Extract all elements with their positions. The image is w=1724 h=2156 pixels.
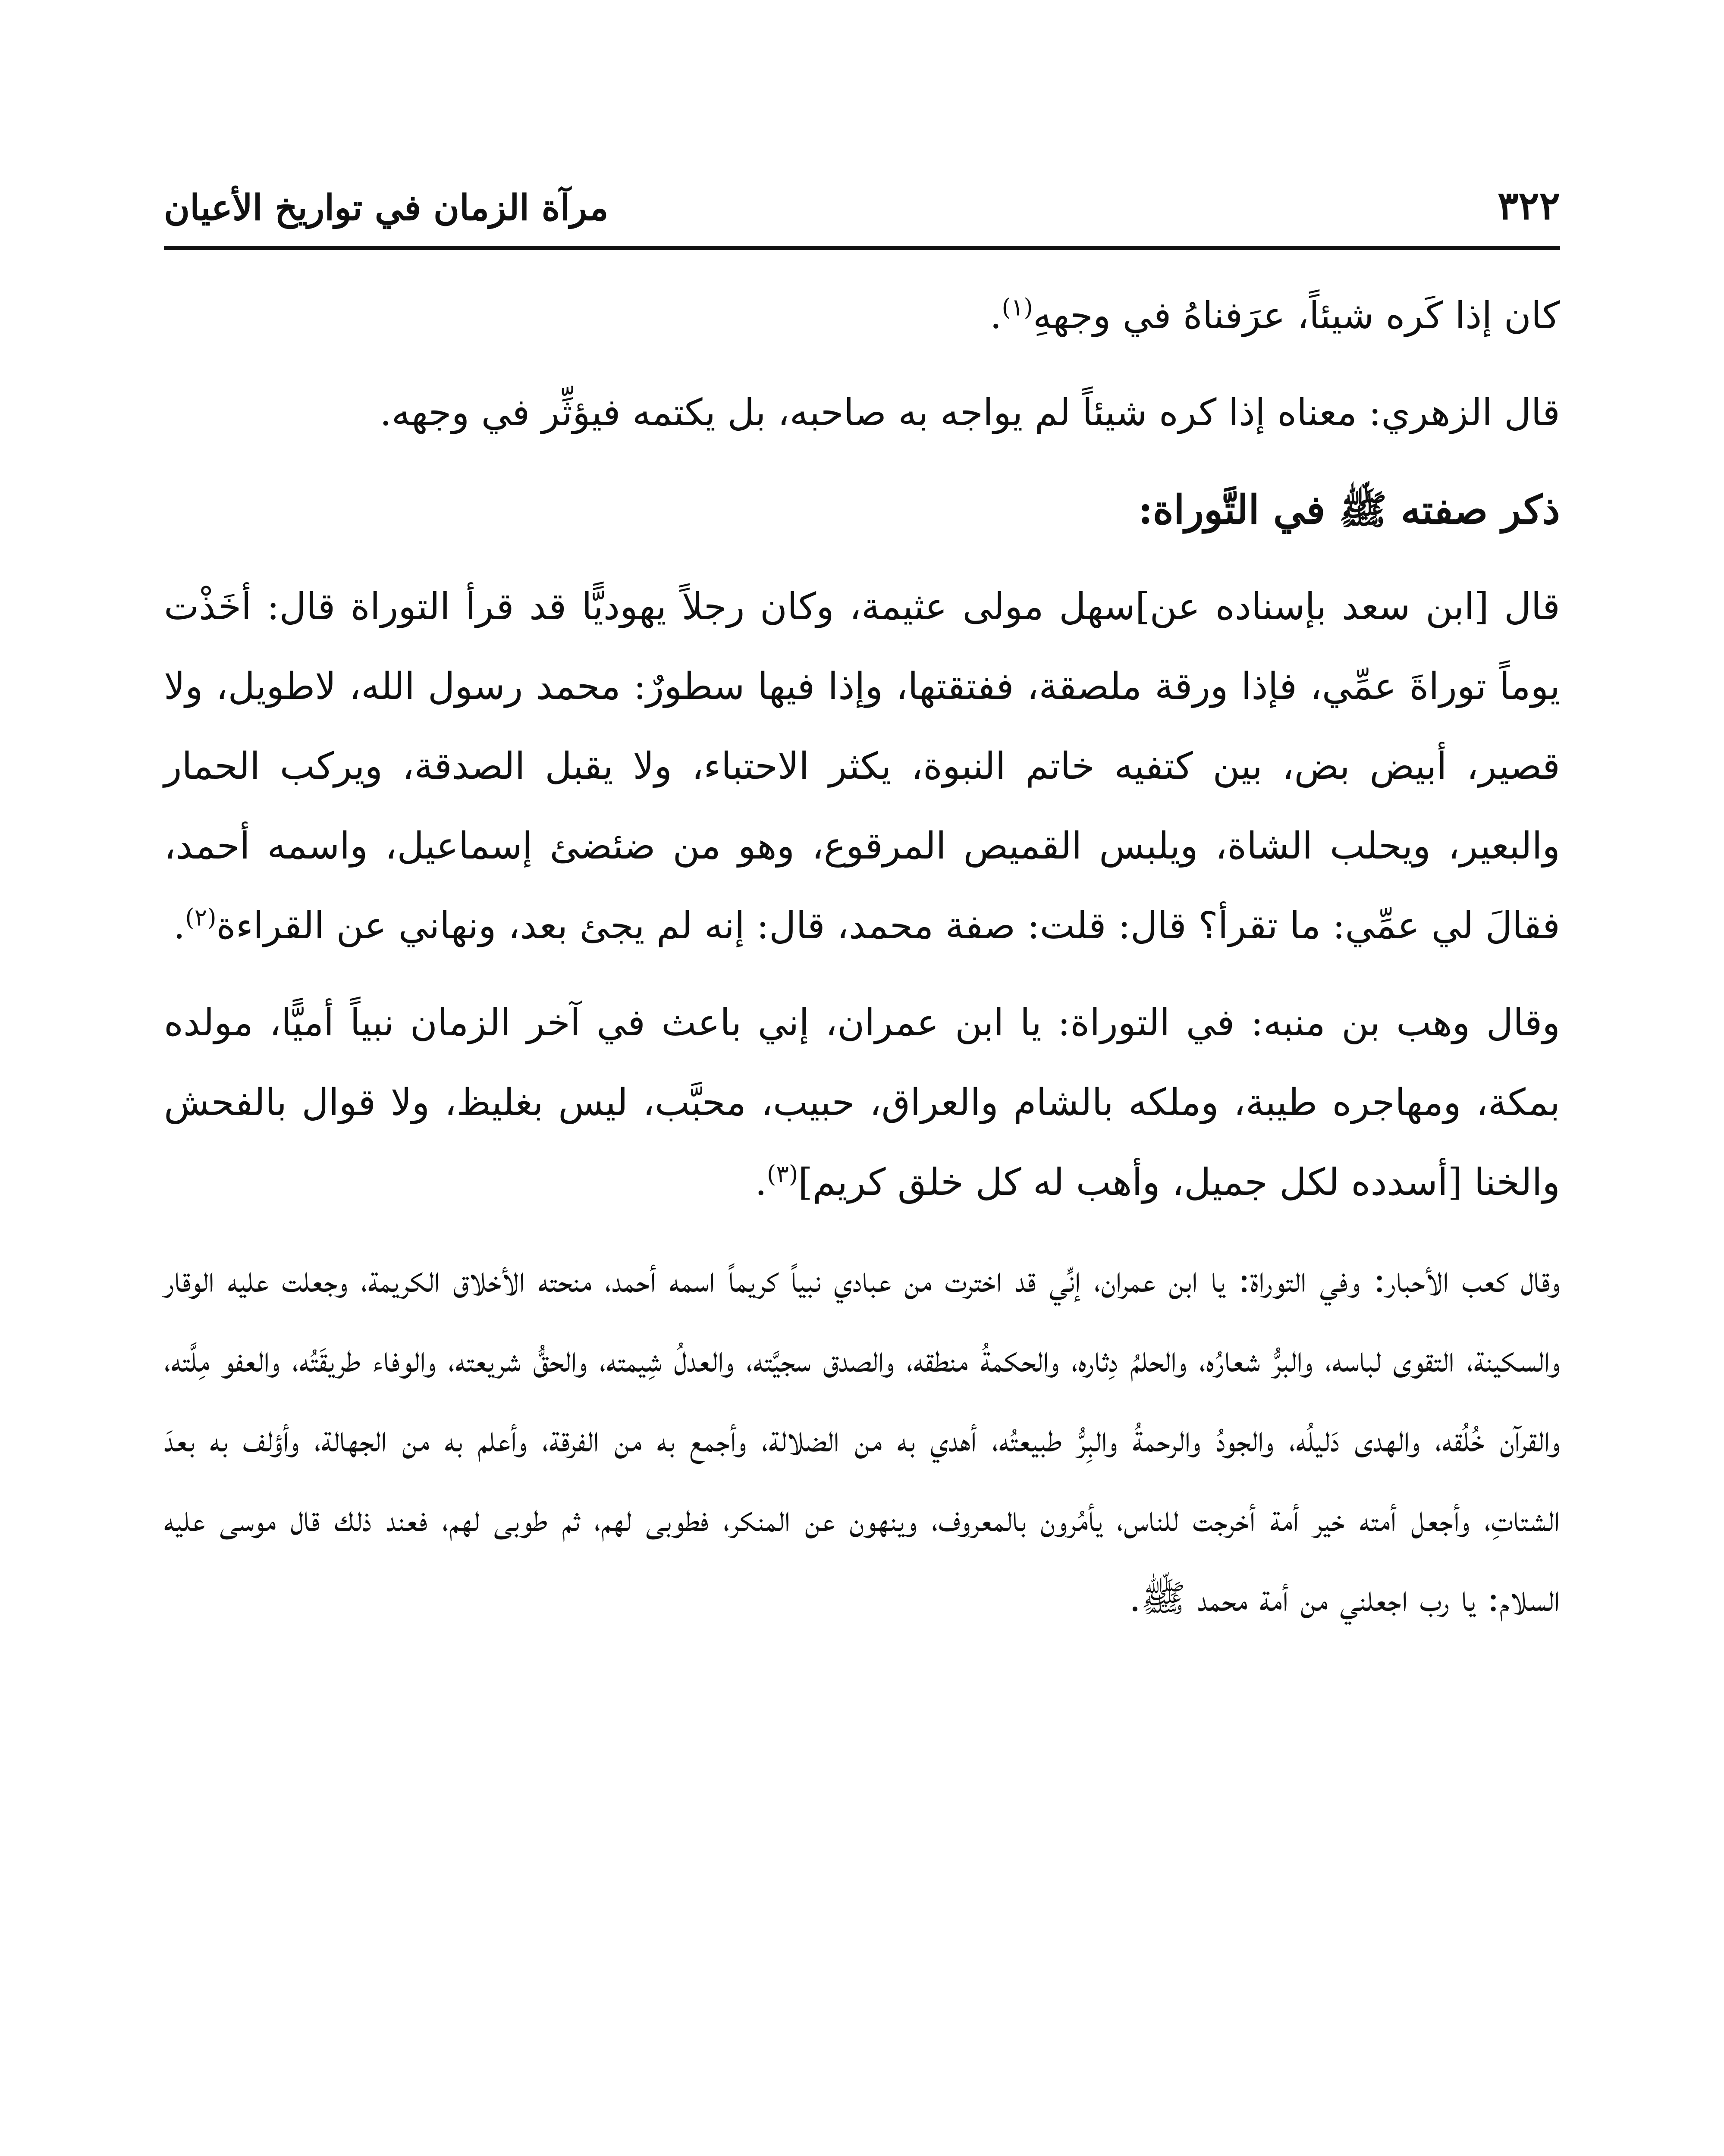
paragraph: وقال كعب الأحبار: وفي التوراة: يا ابن عمران، إنِّي قد اخترت من عبادي نبياً كريماً اسمه أحمد، منحته الأخلاق الكريمة، وجعلت عليه الوقار والسكينة، التقوى لباسه، والبرُّ شعارُه، والحلمُ دِثاره، والحكمةُ منطقه، والصدق سجيَّته، والعدلُ شِيمته، والحقُّ شريعته، والوفاء طريقَتُه، والعفو مِلَّته، والقرآن خُلُقه، والهدى دَليلُه، والجودُ والرحمةُ والبِرُّ طبيعتُه، أهدي به من الضلالة، وأجمع به من الفرقة، وأعلم به من الجهالة، وأؤلف به بعدَ الشتاتِ، وأجعل أمته خير أمة أخرجت للناس، يأمُرون بالمعروف، وينهون عن المنكر، فطوبى لهم، ثم طوبى لهم، فعند ذلك قال موسى عليه السلام: يا رب اجعلني من أمة محمد ﷺ.	[164, 1258, 1560, 1620]
paragraph-text: قال [ابن سعد بإسناده عن]سهل مولى عثيمة، وكان رجلاً يهوديًّا قد قرأ التوراة قال: أخَذْت يوماً توراةَ عمِّي، فإذا ورقة ملصقة، ففتقتها، وإذا فيها سطورٌ: محمد رسول الله، لاطويل، ولا قصير، أبيض بض، بين كتفيه خاتم النبوة، يكثر الاحتباء، ولا يقبل الصدقة، ويركب الحمار والبعير، ويحلب الشاة، ويلبس القميص المرقوع، وهو من ضئضئ إسماعيل، واسمه أحمد، فقالَ لي عمِّي: ما تقرأ؟ قال: قلت: صفة محمد، قال: إنه لم يجئ بعد، ونهاني عن القراءة	[164, 585, 1560, 947]
section-heading: ذكر صفته ﷺ في التَّوراة:	[1138, 486, 1560, 533]
paragraph	[164, 276, 1560, 356]
paragraph-end: .	[990, 294, 1002, 337]
paragraph-text: وقال وهب بن منبه: في التوراة: يا ابن عمران، إني باعث في آخر الزمان نبياً أميًّا، مولده بمكة، ومهاجره طيبة، وملكه بالشام والعراق، حبيب، محبَّب، ليس بغليظ، ولا قوال بالفحش والخنا [أسدده لكل جميل، وأهب له كل خلق كريم]	[164, 1001, 1560, 1204]
footnote-ref: (١)	[1002, 293, 1033, 321]
paragraph	[164, 567, 1560, 966]
footnote-ref: (٣)	[766, 1160, 798, 1188]
running-title: مرآة الزمان في تواريخ الأعيان	[164, 187, 609, 229]
header-divider	[164, 246, 1560, 250]
footnote-ref: (٢)	[185, 903, 217, 931]
paragraph: قال الزهري: معناه إذا كره شيئاً لم يواجه به صاحبه، بل يكتمه فيؤثِّر في وجهه.	[380, 391, 1560, 434]
page-number: ٣٢٢	[1497, 183, 1560, 229]
paragraph-end: .	[755, 1161, 767, 1204]
main-text	[164, 276, 1560, 1656]
paragraph	[164, 983, 1560, 1222]
paragraph-end: .	[173, 904, 185, 947]
page-header	[164, 164, 1560, 229]
paragraph-text: كان إذا كَره شيئاً، عرَفناهُ في وجههِ	[1033, 294, 1560, 337]
